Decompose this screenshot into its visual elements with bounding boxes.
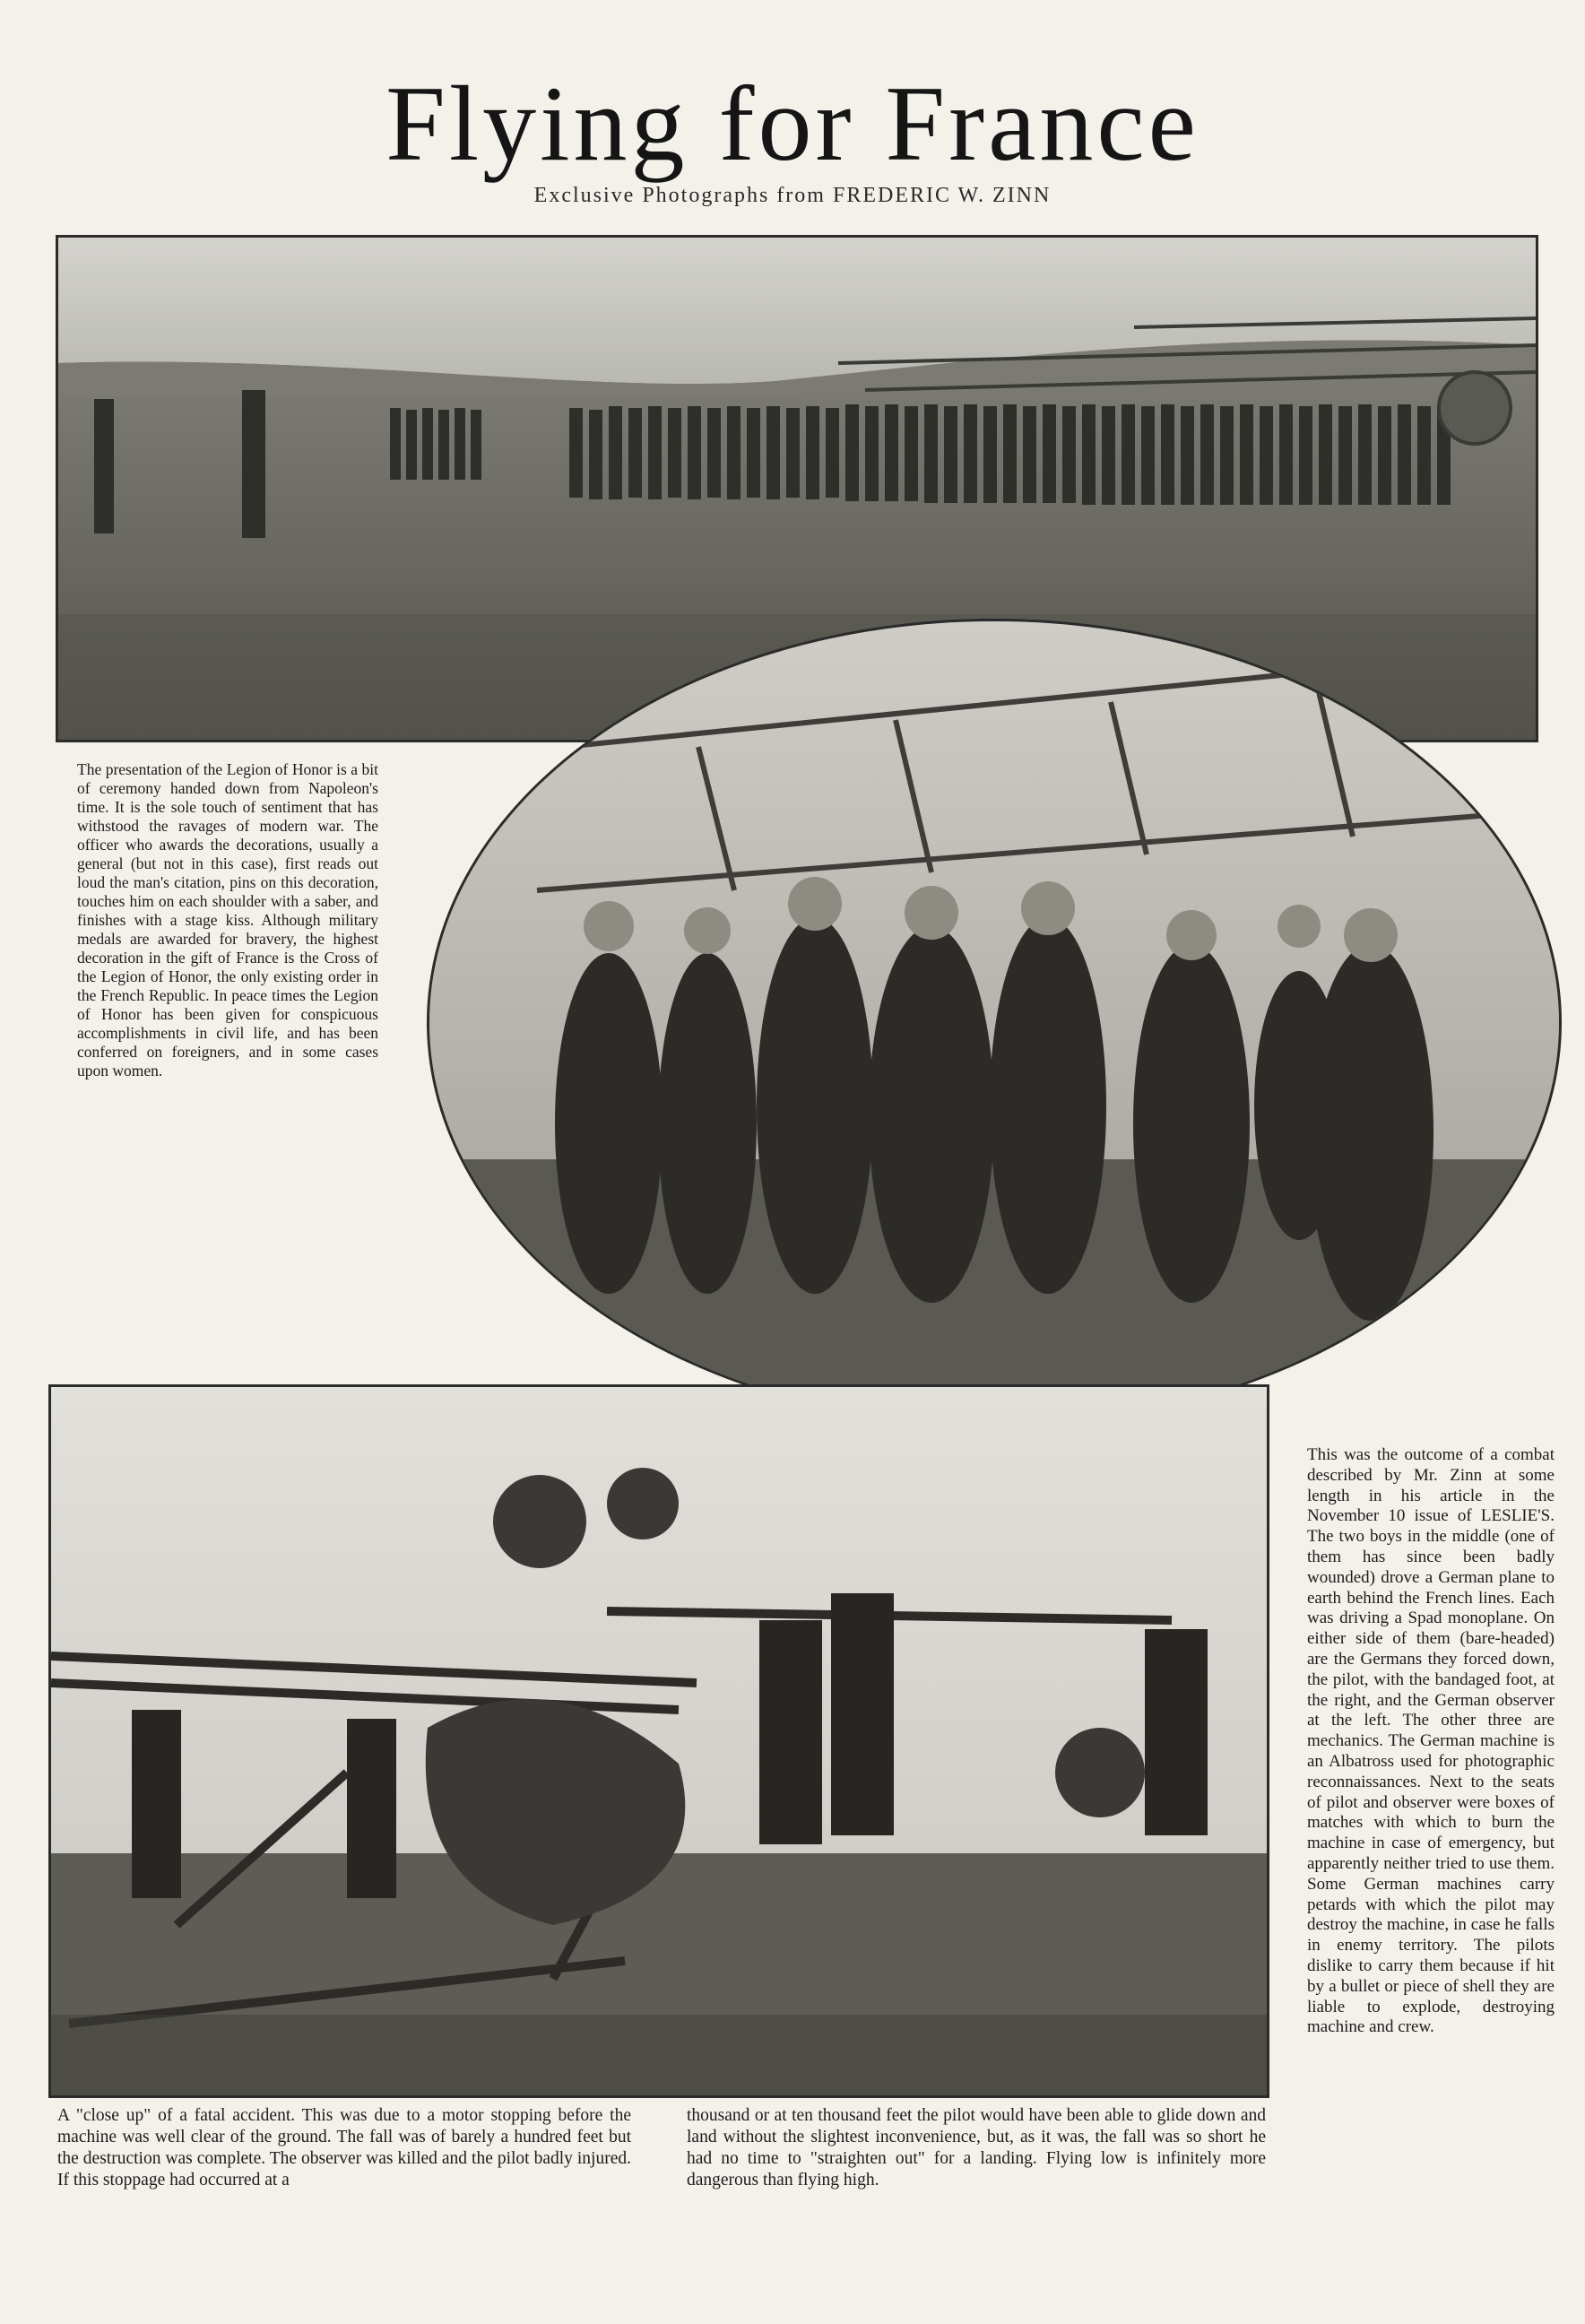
legion-of-honor-caption: The presentation of the Legion of Honor is a bit of ceremony handed down from Napoleon's time. It is the sole touch of sentiment that has withstood the ravages of modern war. The officer who awards the decorations, usually a general (but not in this case), first reads out loud the man's citation, pins on this decoration, touches him on each shoulder with a saber, and finishes with a stage kiss. Although military medals are awarded for bravery, the highest decoration in the gift of France is the Cross of the Legion of Honor, the only existing order in the French Republic. In peace times the Legion of Honor has been given for conspicuous accomplishments in civil life, and has been conferred on foreigners, and in some cases upon women. [77,760,378,1080]
combat-outcome-caption: This was the outcome of a combat described by Mr. Zinn at some length in his article in the November 10 issue of LESLIE'S. The two boys in the middle (one of them has since been badly wounded) drove a German plane to earth behind the French lines. Each was driving a Spad monoplane. On either side of them (bare-headed) are the Germans they forced down, the pilot, with the bandaged foot, at the right, and the German observer at the left. The other three are mechanics. The German machine is an Albatross used for photographic reconnaissances. Next to the seats of pilot and observer were boxes of matches with which to burn the machine in case of emergency, but apparently neither tried to use them. Some German machines carry petards with which the pilot may destroy the machine, in case he falls in enemy territory. The pilots dislike to carry them because if hit by a bullet or piece of shell they are liable to explode, destroying machine and crew. [1307,1445,1555,2037]
page-title: Flying for France [385,64,1200,183]
crash-illustration [51,1387,1267,2095]
fatal-accident-caption-part1: A "close up" of a fatal accident. This was due to a motor stopping before the machine was well clear of the ground. The fall was of barely a hundred feet but the destruction was complete. The observer was killed and the pilot badly injured. If this stoppage had occurred at a [57,2106,631,2190]
photo-credit: Exclusive Photographs from FREDERIC W. ZINN [533,184,1052,207]
pilots-oval-photo [427,619,1562,1426]
fatal-accident-caption-part2: thousand or at ten thousand feet the pilot would have been able to glide down and land without the slightest inconvenience, but, as it was, the fall was so short he had no time to "straighten out" for a landing. Flying low is infinitely more dangerous than flying high. [687,2106,1266,2190]
pilots-illustration [429,621,1559,1424]
crash-photo [48,1384,1269,2098]
